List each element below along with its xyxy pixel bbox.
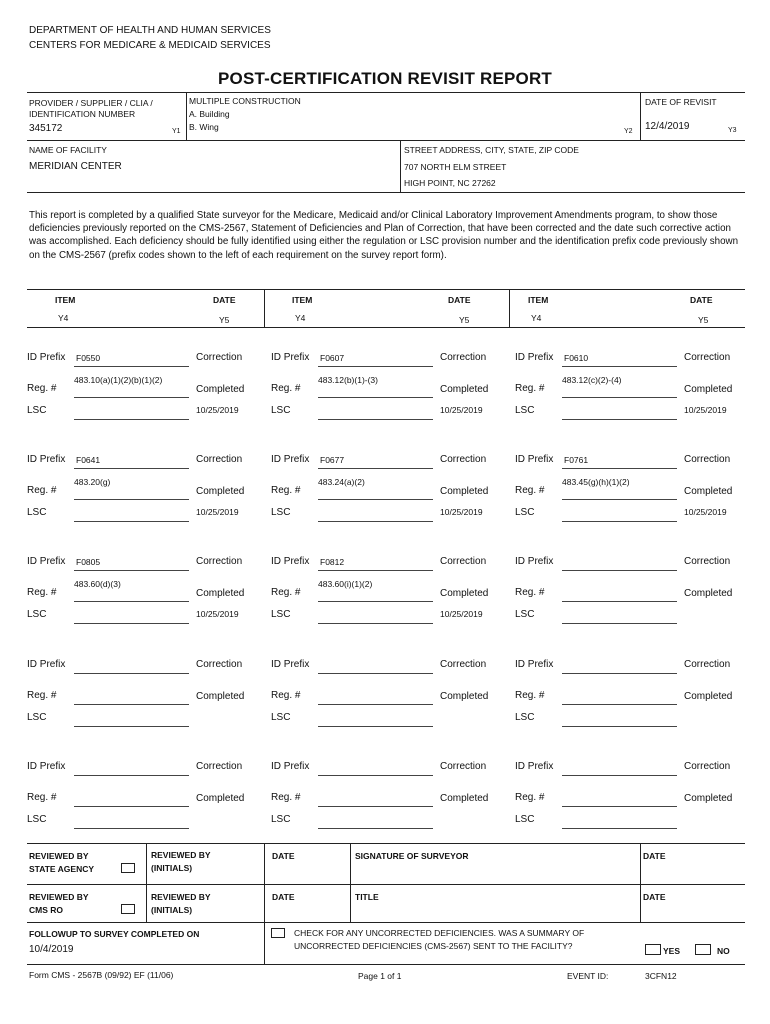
lsc-label: LSC [271, 507, 291, 518]
followup-date: 10/4/2019 [29, 944, 74, 955]
id-prefix-label: ID Prefix [515, 352, 554, 363]
event-id-value: 3CFN12 [645, 971, 677, 981]
correction-label: Correction [440, 556, 487, 567]
event-id-label: EVENT ID: [567, 971, 609, 981]
facility-name-label: NAME OF FACILITY [29, 145, 107, 155]
id-prefix-value: F0607 [320, 353, 345, 363]
y3-code: Y3 [728, 127, 737, 134]
id-prefix-value: F0812 [320, 557, 345, 567]
address-line-1: 707 NORTH ELM STREET [404, 162, 507, 172]
id-prefix-label: ID Prefix [271, 352, 310, 363]
provider-label-1: PROVIDER / SUPPLIER / CLIA / [29, 98, 153, 108]
reg-value: 483.20(g) [74, 477, 111, 487]
reg-label: Reg. # [515, 485, 545, 496]
yes-label: YES [663, 946, 681, 956]
lsc-label: LSC [27, 609, 47, 620]
col-y5-3: Y5 [698, 315, 709, 325]
completed-label: Completed [440, 691, 489, 702]
reg-label: Reg. # [271, 485, 301, 496]
y1-code: Y1 [172, 128, 181, 135]
check-uncorrected-line-1: CHECK FOR ANY UNCORRECTED DEFICIENCIES. WAS A SUMMARY OF [294, 928, 585, 938]
completed-date: 10/25/2019 [684, 507, 727, 517]
reviewed-initials-label-3: REVIEWED BY [151, 892, 211, 902]
multiple-construction-label: MULTIPLE CONSTRUCTION [189, 96, 301, 106]
yes-checkbox[interactable] [645, 944, 661, 955]
reg-label: Reg. # [27, 485, 57, 496]
reg-label: Reg. # [271, 383, 301, 394]
y2-code: Y2 [624, 128, 633, 135]
col-date-1: DATE [213, 295, 236, 305]
reg-value: 483.12(c)(2)-(4) [562, 375, 622, 385]
reg-label: Reg. # [515, 587, 545, 598]
lsc-label: LSC [27, 712, 47, 723]
reg-label: Reg. # [27, 383, 57, 394]
lsc-label: LSC [271, 814, 291, 825]
lsc-label: LSC [515, 405, 535, 416]
id-prefix-label: ID Prefix [271, 761, 310, 772]
col-date-2: DATE [448, 295, 471, 305]
col-y5-2: Y5 [459, 315, 470, 325]
id-prefix-label: ID Prefix [27, 659, 66, 670]
reg-value: 483.60(i)(1)(2) [318, 579, 373, 589]
col-y4-2: Y4 [295, 313, 306, 323]
page-title: POST-CERTIFICATION REVISIT REPORT [217, 69, 553, 88]
id-prefix-value: F0641 [76, 455, 101, 465]
correction-label: Correction [196, 352, 243, 363]
reviewed-state-checkbox[interactable] [121, 863, 135, 873]
lsc-label: LSC [27, 507, 47, 518]
check-uncorrected-line-2: UNCORRECTED DEFICIENCIES (CMS-2567) SENT TO THE FACILITY? [294, 941, 573, 951]
completed-date: 10/25/2019 [196, 405, 239, 415]
col-y4-3: Y4 [531, 313, 542, 323]
lsc-label: LSC [271, 405, 291, 416]
id-prefix-value: F0805 [76, 557, 101, 567]
id-prefix-value: F0610 [564, 353, 589, 363]
completed-label: Completed [440, 384, 489, 395]
reg-label: Reg. # [515, 792, 545, 803]
reg-value: 483.24(a)(2) [318, 477, 365, 487]
correction-label: Correction [684, 454, 731, 465]
reviewed-cms-label-2: CMS RO [29, 905, 63, 915]
provider-number: 345172 [29, 123, 63, 134]
lsc-label: LSC [27, 814, 47, 825]
col-item-2: ITEM [292, 295, 313, 305]
completed-label: Completed [684, 588, 733, 599]
id-prefix-label: ID Prefix [271, 659, 310, 670]
reviewed-initials-label-4: (INITIALS) [151, 905, 193, 915]
uncorrected-checkbox[interactable] [271, 928, 285, 938]
col-item-3: ITEM [528, 295, 549, 305]
completed-label: Completed [196, 691, 245, 702]
agency-line-2: CENTERS FOR MEDICARE & MEDICAID SERVICES [29, 40, 271, 51]
wing-label: B. Wing [189, 122, 219, 132]
id-prefix-label: ID Prefix [27, 352, 66, 363]
signature-label: SIGNATURE OF SURVEYOR [355, 851, 469, 861]
completed-label: Completed [440, 486, 489, 497]
correction-label: Correction [684, 352, 731, 363]
correction-label: Correction [196, 454, 243, 465]
address-label: STREET ADDRESS, CITY, STATE, ZIP CODE [404, 145, 579, 155]
completed-date: 10/25/2019 [440, 609, 483, 619]
reviewed-initials-label-1: REVIEWED BY [151, 850, 211, 860]
lsc-label: LSC [271, 609, 291, 620]
correction-label: Correction [440, 761, 487, 772]
id-prefix-label: ID Prefix [515, 454, 554, 465]
lsc-label: LSC [515, 507, 535, 518]
reg-label: Reg. # [27, 792, 57, 803]
correction-label: Correction [684, 556, 731, 567]
col-item-1: ITEM [55, 295, 76, 305]
correction-label: Correction [440, 352, 487, 363]
provider-label-2: IDENTIFICATION NUMBER [29, 109, 136, 119]
title-label: TITLE [355, 892, 379, 902]
lsc-label: LSC [27, 405, 47, 416]
reviewed-cms-checkbox[interactable] [121, 904, 135, 914]
reg-label: Reg. # [271, 792, 301, 803]
completed-label: Completed [440, 588, 489, 599]
instructions-paragraph: This report is completed by a qualified State surveyor for the Medicare, Medicaid and/or Clinical Laboratory Improvement Amendments program, to show those deficiencies previously reported on the CMS-2567, Statement of Deficiencies and Plan of Correction, that have been corrected and the date such corrective action was accomplished. Each deficiency should be fully identified using either the regulation or LSC provision number and the identification prefix code previously shown on the CMS-2567 (prefix codes shown to the left of each requirement on the survey report form). [29, 210, 739, 261]
lsc-label: LSC [515, 814, 535, 825]
col-date-3: DATE [690, 295, 713, 305]
no-label: NO [717, 946, 730, 956]
reg-value: 483.45(g)(h)(1)(2) [562, 477, 630, 487]
form-number: Form CMS - 2567B (09/92) EF (11/06) [29, 970, 174, 980]
id-prefix-value: F0677 [320, 455, 345, 465]
completed-date: 10/25/2019 [440, 405, 483, 415]
reg-label: Reg. # [515, 383, 545, 394]
col-y5-1: Y5 [219, 315, 230, 325]
date-label-3: DATE [272, 892, 295, 902]
reviewed-cms-label-1: REVIEWED BY [29, 892, 89, 902]
correction-label: Correction [440, 454, 487, 465]
id-prefix-label: ID Prefix [515, 659, 554, 670]
correction-label: Correction [684, 659, 731, 670]
reg-label: Reg. # [271, 587, 301, 598]
completed-label: Completed [196, 588, 245, 599]
lsc-label: LSC [515, 609, 535, 620]
followup-label: FOLLOWUP TO SURVEY COMPLETED ON [29, 929, 200, 939]
reg-label: Reg. # [27, 690, 57, 701]
lsc-label: LSC [515, 712, 535, 723]
completed-label: Completed [684, 384, 733, 395]
reviewed-state-label-2: STATE AGENCY [29, 864, 95, 874]
reviewed-initials-label-2: (INITIALS) [151, 863, 193, 873]
date-of-revisit-label: DATE OF REVISIT [645, 97, 717, 107]
correction-label: Correction [196, 659, 243, 670]
reg-value: 483.10(a)(1)(2)(b)(1)(2) [74, 375, 163, 385]
building-label: A. Building [189, 109, 230, 119]
completed-label: Completed [684, 793, 733, 804]
id-prefix-label: ID Prefix [515, 761, 554, 772]
completed-label: Completed [196, 486, 245, 497]
date-label-2: DATE [643, 851, 666, 861]
date-label-1: DATE [272, 851, 295, 861]
id-prefix-label: ID Prefix [27, 454, 66, 465]
completed-date: 10/25/2019 [196, 609, 239, 619]
reg-label: Reg. # [271, 690, 301, 701]
date-label-4: DATE [643, 892, 666, 902]
lsc-label: LSC [271, 712, 291, 723]
completed-date: 10/25/2019 [196, 507, 239, 517]
reg-label: Reg. # [515, 690, 545, 701]
correction-label: Correction [440, 659, 487, 670]
id-prefix-label: ID Prefix [271, 454, 310, 465]
id-prefix-label: ID Prefix [515, 556, 554, 567]
col-y4-1: Y4 [58, 313, 69, 323]
reg-label: Reg. # [27, 587, 57, 598]
correction-label: Correction [196, 761, 243, 772]
agency-line-1: DEPARTMENT OF HEALTH AND HUMAN SERVICES [29, 25, 271, 36]
facility-name-value: MERIDIAN CENTER [29, 161, 122, 172]
page-number: Page 1 of 1 [358, 971, 402, 981]
completed-date: 10/25/2019 [440, 507, 483, 517]
id-prefix-label: ID Prefix [27, 556, 66, 567]
completed-label: Completed [440, 793, 489, 804]
completed-date: 10/25/2019 [684, 405, 727, 415]
id-prefix-value: F0550 [76, 353, 101, 363]
reg-value: 483.12(b)(1)-(3) [318, 375, 378, 385]
reviewed-state-label-1: REVIEWED BY [29, 851, 89, 861]
completed-label: Completed [684, 691, 733, 702]
no-checkbox[interactable] [695, 944, 711, 955]
id-prefix-value: F0761 [564, 455, 589, 465]
correction-label: Correction [684, 761, 731, 772]
completed-label: Completed [684, 486, 733, 497]
correction-label: Correction [196, 556, 243, 567]
id-prefix-label: ID Prefix [27, 761, 66, 772]
date-of-revisit-value: 12/4/2019 [645, 121, 690, 132]
completed-label: Completed [196, 793, 245, 804]
completed-label: Completed [196, 384, 245, 395]
reg-value: 483.60(d)(3) [74, 579, 121, 589]
address-line-2: HIGH POINT, NC 27262 [404, 178, 496, 188]
id-prefix-label: ID Prefix [271, 556, 310, 567]
